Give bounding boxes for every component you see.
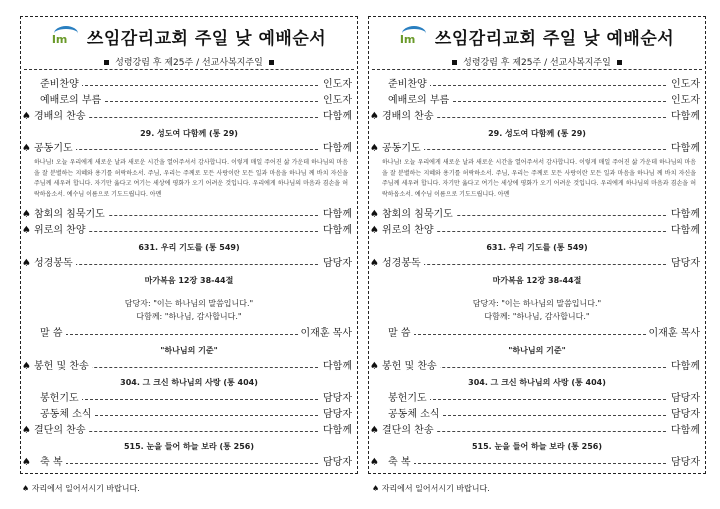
order-leader: 담당자 [320,257,352,271]
prayer-text: 하나님! 오늘 우리에게 새로운 날과 새로운 시간을 열어주셔서 감사합니다. 이렇게 매일 주어진 삶 가운데 하나님의 마음을 잘 분별하는 지혜와 용기를 허락하소서. 주님, 우리는 주께로 모든 사랑이란 모든 일과 마음을 하나님 께 바치 자신을 주님께 세우려 합니다. 자기만 옳다고 여기는 세상에 평화가 오기 어려운 것입니다. 우리에게 하나님의 마음과 겸손을 허락하옵소서. 예수님 이름으로 기도드립니다. 아멘 [34,159,348,198]
response-leader: 담당자: "이는 하나님의 말씀입니다." [124,299,254,308]
hymn-line: 631. 우리 기도를 (통 549) [486,243,588,252]
order-leader: 담당자 [320,456,352,470]
square-bullet-icon [617,60,622,65]
order-label: 예배로의 부름 [40,94,104,108]
order-item [368,110,706,124]
order-item [20,78,358,92]
order-leader: 담당자 [668,456,700,470]
order-label: 봉헌기도 [40,392,82,406]
footer-note-right: ♠ 자리에서 일어서시기 바랍니다. [372,484,490,493]
order-label: 결단의 찬송 [382,424,436,438]
dot-leader [40,334,308,335]
order-label: 준비찬양 [40,78,82,92]
square-bullet-icon [269,60,274,65]
order-label: 경배의 찬송 [34,110,88,124]
order-item [20,142,358,156]
standing-mark: ♠ [370,457,379,468]
order-item [20,94,358,108]
hymn-line: 631. 우리 기도를 (통 549) [138,243,240,252]
standing-mark: ♠ [370,361,379,372]
dot-leader [34,264,328,265]
order-label: 봉헌기도 [388,392,430,406]
order-item [368,142,706,156]
order-label: 준비찬양 [388,78,430,92]
order-leader: 담당자 [668,408,700,422]
footer-note-left: ♠ 자리에서 일어서시기 바랍니다. [22,484,140,493]
standing-mark: ♠ [22,111,31,122]
dot-leader [382,264,676,265]
order-item [20,327,358,341]
square-bullet-icon [452,60,457,65]
standing-mark: ♠ [370,209,379,220]
bulletin-title: 쓰임감리교회 주일 낮 예배순서 [434,29,675,49]
bulletin-header [20,24,358,54]
response-leader: 담당자: "이는 하나님의 말씀입니다." [472,299,602,308]
hymn-line: 304. 그 크신 하나님의 사랑 (통 404) [120,378,258,387]
dot-leader [388,463,676,464]
order-leader: 다함께 [668,224,700,238]
order-leader: 담당자 [320,392,352,406]
order-leader: 이재훈 목사 [646,327,700,341]
subtitle-text: 성령강림 후 제25주 / 선교사복지주일 [115,58,263,68]
church-logo-icon [400,26,428,48]
order-leader: 인도자 [320,94,352,108]
header-divider [24,69,354,70]
standing-mark: ♠ [22,225,31,236]
order-item [20,456,358,470]
bulletin-right [368,16,706,474]
order-label: 공동체 소식 [388,408,442,422]
standing-mark: ♠ [22,457,31,468]
response-all: 다함께: "하나님, 감사합니다." [136,312,242,321]
order-item [368,78,706,92]
order-leader: 다함께 [320,424,352,438]
order-item [20,224,358,238]
order-item [20,408,358,422]
order-leader: 다함께 [668,142,700,156]
order-leader: 다함께 [320,110,352,124]
order-item [20,110,358,124]
order-item [368,456,706,470]
order-item [368,208,706,222]
standing-mark: ♠ [22,361,31,372]
order-item [368,360,706,374]
standing-mark: ♠ [22,209,31,220]
order-label: 성경봉독 [34,257,76,271]
order-label: 축 복 [40,456,66,470]
order-item [368,94,706,108]
hymn-line: 29. 성도여 다함께 (통 29) [140,129,238,138]
dot-leader [40,399,328,400]
order-leader: 다함께 [320,142,352,156]
order-leader: 다함께 [668,208,700,222]
order-leader: 인도자 [668,94,700,108]
order-label: 공동기도 [34,142,76,156]
dot-leader [388,399,676,400]
order-label: 경배의 찬송 [382,110,436,124]
standing-mark: ♠ [370,258,379,269]
church-logo-icon [52,26,80,48]
order-leader: 담당자 [320,408,352,422]
order-item [20,208,358,222]
order-leader: 인도자 [320,78,352,92]
order-leader: 다함께 [668,110,700,124]
order-leader: 담당자 [668,257,700,271]
hymn-line: 515. 눈을 들어 하늘 보라 (통 256) [471,442,602,451]
order-label: 말 씀 [40,327,66,341]
order-leader: 다함께 [320,360,352,374]
bulletin-subtitle [368,55,706,68]
order-label: 봉헌 및 찬송 [34,360,92,374]
bulletin-left [20,16,358,474]
dot-leader [40,85,328,86]
standing-mark: ♠ [22,258,31,269]
order-item [368,224,706,238]
header-divider [372,69,702,70]
order-label: 위로의 찬양 [34,224,88,238]
order-item [20,257,358,271]
standing-mark: ♠ [370,225,379,236]
order-leader: 담당자 [668,392,700,406]
order-leader: 다함께 [668,360,700,374]
bulletin-subtitle [20,55,358,68]
order-label: 축 복 [388,456,414,470]
sermon-title: "하나님의 기준" [160,346,218,355]
response-all: 다함께: "하나님, 감사합니다." [484,312,590,321]
order-item [368,327,706,341]
order-label: 참회의 침묵기도 [382,208,456,222]
standing-mark: ♠ [370,111,379,122]
scripture-reference: 마가복음 12장 38-44절 [144,276,234,285]
dot-leader [388,334,656,335]
dot-leader [34,149,328,150]
order-label: 위로의 찬양 [382,224,436,238]
order-leader: 다함께 [668,424,700,438]
order-item [368,257,706,271]
hymn-line: 29. 성도여 다함께 (통 29) [488,129,586,138]
order-label: 공동체 소식 [40,408,94,422]
order-label: 공동기도 [382,142,424,156]
subtitle-text: 성령강림 후 제25주 / 선교사복지주일 [463,58,611,68]
order-label: 참회의 침묵기도 [34,208,108,222]
hymn-line: 304. 그 크신 하나님의 사랑 (통 404) [468,378,606,387]
bulletin-header [368,24,706,54]
order-leader: 이재훈 목사 [298,327,352,341]
standing-mark: ♠ [370,143,379,154]
order-label: 성경봉독 [382,257,424,271]
sermon-title: "하나님의 기준" [508,346,566,355]
scripture-reference: 마가복음 12장 38-44절 [492,276,582,285]
hymn-line: 515. 눈을 들어 하늘 보라 (통 256) [123,442,254,451]
order-label: 말 씀 [388,327,414,341]
order-item [368,424,706,438]
bulletin-title: 쓰임감리교회 주일 낮 예배순서 [86,29,327,49]
dot-leader [40,463,328,464]
standing-mark: ♠ [22,143,31,154]
logo-mark: Im [399,32,416,46]
dot-leader [388,85,676,86]
order-leader: 다함께 [320,224,352,238]
order-item [20,392,358,406]
order-item [368,408,706,422]
standing-mark: ♠ [22,425,31,436]
logo-mark: Im [51,32,68,46]
order-label: 결단의 찬송 [34,424,88,438]
standing-mark: ♠ [370,425,379,436]
order-item [20,424,358,438]
order-leader: 인도자 [668,78,700,92]
order-label: 예배로의 부름 [388,94,452,108]
square-bullet-icon [104,60,109,65]
order-item [368,392,706,406]
order-item [20,360,358,374]
order-label: 봉헌 및 찬송 [382,360,440,374]
order-leader: 다함께 [320,208,352,222]
dot-leader [382,149,676,150]
prayer-text: 하나님! 오늘 우리에게 새로운 날과 새로운 시간을 열어주셔서 감사합니다. 이렇게 매일 주어진 삶 가운데 하나님의 마음을 잘 분별하는 지혜와 용기를 허락하소서. 주님, 우리는 주께로 모든 사랑이란 모든 일과 마음을 하나님 께 바치 자신을 주님께 세우려 합니다. 자기만 옳다고 여기는 세상에 평화가 오기 어려운 것입니다. 우리에게 하나님의 마음과 겸손을 허락하옵소서. 예수님 이름으로 기도드립니다. 아멘 [382,159,696,198]
